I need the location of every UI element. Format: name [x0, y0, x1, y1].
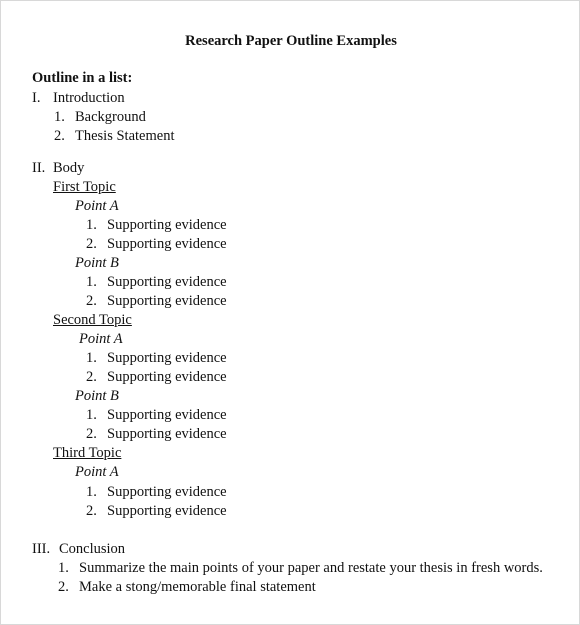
item-text: Supporting evidence: [107, 503, 227, 519]
item-number: 1.: [86, 350, 97, 366]
item-number: 2.: [86, 236, 97, 252]
list-item: [86, 273, 227, 291]
topic-heading: Third Topic: [53, 445, 122, 461]
item-text: Thesis Statement: [75, 128, 175, 144]
point-heading: Point A: [79, 331, 123, 347]
list-item: [86, 425, 227, 443]
list-item: [58, 559, 543, 577]
item-number: 2.: [86, 369, 97, 385]
roman-numeral: I.: [32, 90, 41, 106]
item-text: Supporting evidence: [107, 217, 227, 233]
item-number: 2.: [86, 426, 97, 442]
item-text: Make a stong/memorable final statement: [79, 579, 316, 595]
roman-numeral: II.: [32, 160, 46, 176]
outline-item-conclusion: [32, 540, 125, 558]
item-text: Supporting evidence: [107, 236, 227, 252]
item-number: 1.: [86, 217, 97, 233]
list-item: [86, 235, 227, 253]
item-number: 2.: [54, 128, 65, 144]
list-item: [86, 483, 227, 501]
section-heading: Outline in a list:: [32, 70, 133, 86]
document-title: Research Paper Outline Examples: [185, 33, 397, 49]
outline-label: Introduction: [53, 90, 125, 106]
item-number: 1.: [58, 560, 69, 576]
list-item: [54, 127, 174, 145]
list-item: [86, 292, 227, 310]
topic-heading: First Topic: [53, 179, 116, 195]
outline-item-introduction: [32, 89, 125, 107]
point-heading: Point B: [75, 388, 119, 404]
item-number: 2.: [86, 503, 97, 519]
point-heading: Point B: [75, 255, 119, 271]
item-text: Supporting evidence: [107, 484, 227, 500]
item-text: Supporting evidence: [107, 426, 227, 442]
item-text: Summarize the main points of your paper and restate your thesis in fresh words.: [79, 560, 543, 576]
item-number: 1.: [86, 484, 97, 500]
list-item: [86, 502, 227, 520]
point-heading: Point A: [75, 198, 119, 214]
list-item: [86, 216, 227, 234]
list-item: [86, 406, 227, 424]
topic-heading: Second Topic: [53, 312, 132, 328]
roman-numeral: III.: [32, 541, 51, 557]
item-number: 2.: [86, 293, 97, 309]
item-number: 1.: [54, 109, 65, 125]
list-item: [86, 349, 227, 367]
item-number: 1.: [86, 407, 97, 423]
list-item: [54, 108, 146, 126]
item-number: 1.: [86, 274, 97, 290]
item-number: 2.: [58, 579, 69, 595]
item-text: Background: [75, 109, 146, 125]
item-text: Supporting evidence: [107, 274, 227, 290]
item-text: Supporting evidence: [107, 369, 227, 385]
outline-label: Body: [53, 160, 85, 176]
item-text: Supporting evidence: [107, 350, 227, 366]
list-item: [86, 368, 227, 386]
point-heading: Point A: [75, 464, 119, 480]
item-text: Supporting evidence: [107, 407, 227, 423]
outline-item-body: [32, 159, 84, 177]
outline-label: Conclusion: [59, 541, 126, 557]
list-item: [58, 578, 316, 596]
item-text: Supporting evidence: [107, 293, 227, 309]
